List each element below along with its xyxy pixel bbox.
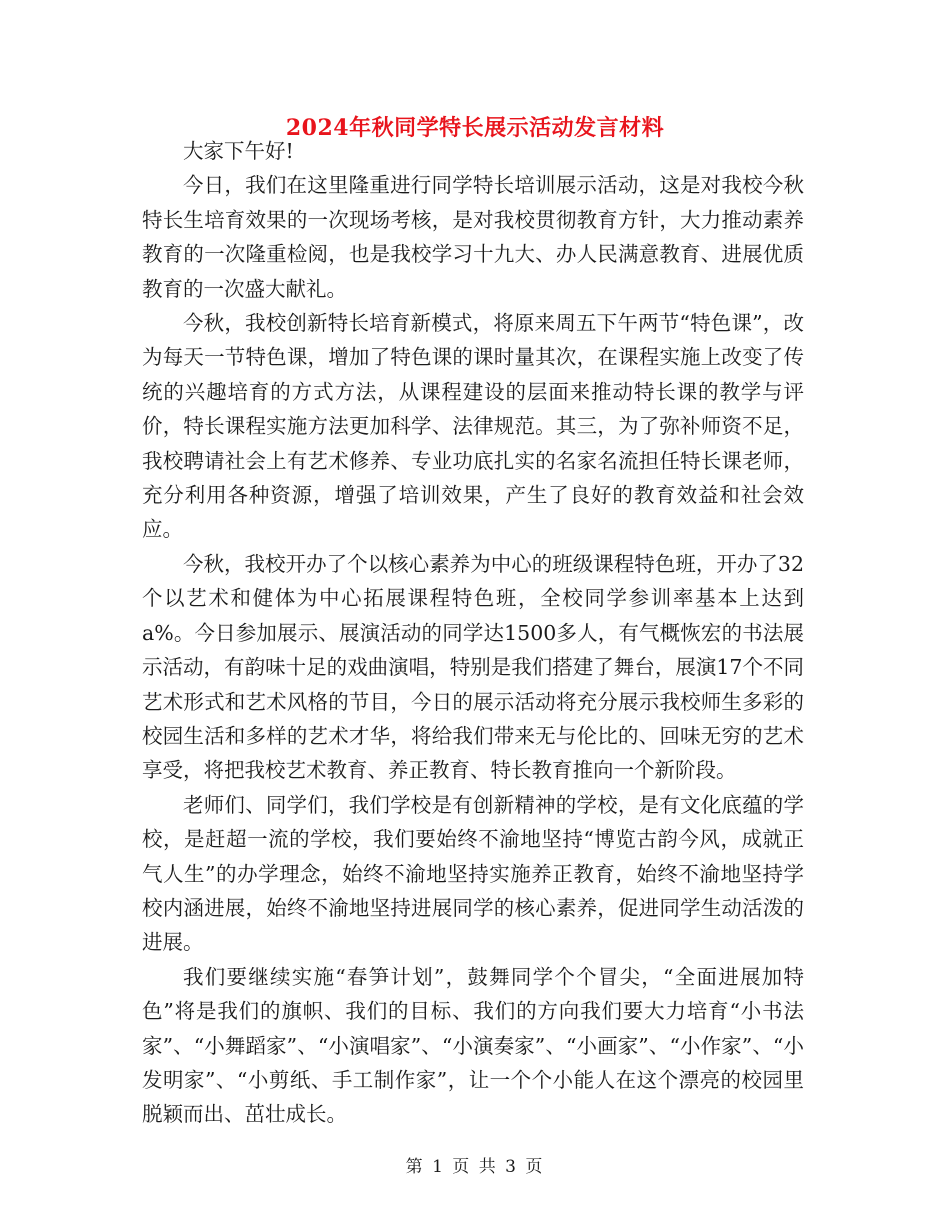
body-paragraph: 我们要继续实施“春笋计划”，鼓舞同学个个冒尖，“全面进展加特色”将是我们的旗帜、我们的目标、我们的方向我们要大力培育“小书法家”、“小舞蹈家”、“小演唱家”、“小演奏家”、“小画家”、“小作家”、“小发明家”、“小剪纸、手工制作家”，让一个个小能人在这个漂亮的校园里脱颖而出、茁壮成长。 [142,964,804,1127]
body-paragraph: 今日，我们在这里隆重进行同学特长培训展示活动，这是对我校今秋特长生培育效果的一次现场考核，是对我校贯彻教育方针，大力推动素养教育的一次隆重检阅，也是我校学习十九大、办人民满意教育、进展优质教育的一次盛大献礼。 [142,173,804,301]
page-number-footer: 第 1 页 共 3 页 [405,1157,545,1177]
greeting-paragraph: 大家下午好! [183,139,294,163]
document-title: 2024年秋同学特长展示活动发言材料 [285,115,665,141]
document-body [142,134,804,1132]
body-paragraph: 老师们、同学们，我们学校是有创新精神的学校，是有文化底蕴的学校，是赶超一流的学校，我们要始终不渝地坚持“博览古韵今风，成就正气人生”的办学理念，始终不渝地坚持实施养正教育，始终不渝地坚持学校内涵进展，始终不渝地坚持进展同学的核心素养，促进同学生动活泼的进展。 [142,792,804,955]
body-paragraph: 今秋，我校开办了个以核心素养为中心的班级课程特色班，开办了32个以艺术和健体为中心拓展课程特色班，全校同学参训率基本上达到a%。今日参加展示、展演活动的同学达1500多人，有气概恢宏的书法展示活动，有韵味十足的戏曲演唱，特别是我们搭建了舞台，展演17个不同艺术形式和艺术风格的节目，今日的展示活动将充分展示我校师生多彩的校园生活和多样的艺术才华，将给我们带来无与伦比的、回味无穷的艺术享受，将把我校艺术教育、养正教育、特长教育推向一个新阶段。 [142,551,804,783]
body-paragraph: 今秋，我校创新特长培育新模式，将原来周五下午两节“特色课”，改为每天一节特色课，增加了特色课的课时量其次，在课程实施上改变了传统的兴趣培育的方式方法，从课程建设的层面来推动特长课的教学与评价，特长课程实施方法更加科学、法律规范。其三，为了弥补师资不足，我校聘请社会上有艺术修养、专业功底扎实的名家名流担任特长课老师，充分利用各种资源，增强了培训效果，产生了良好的教育效益和社会效应。 [142,311,804,542]
